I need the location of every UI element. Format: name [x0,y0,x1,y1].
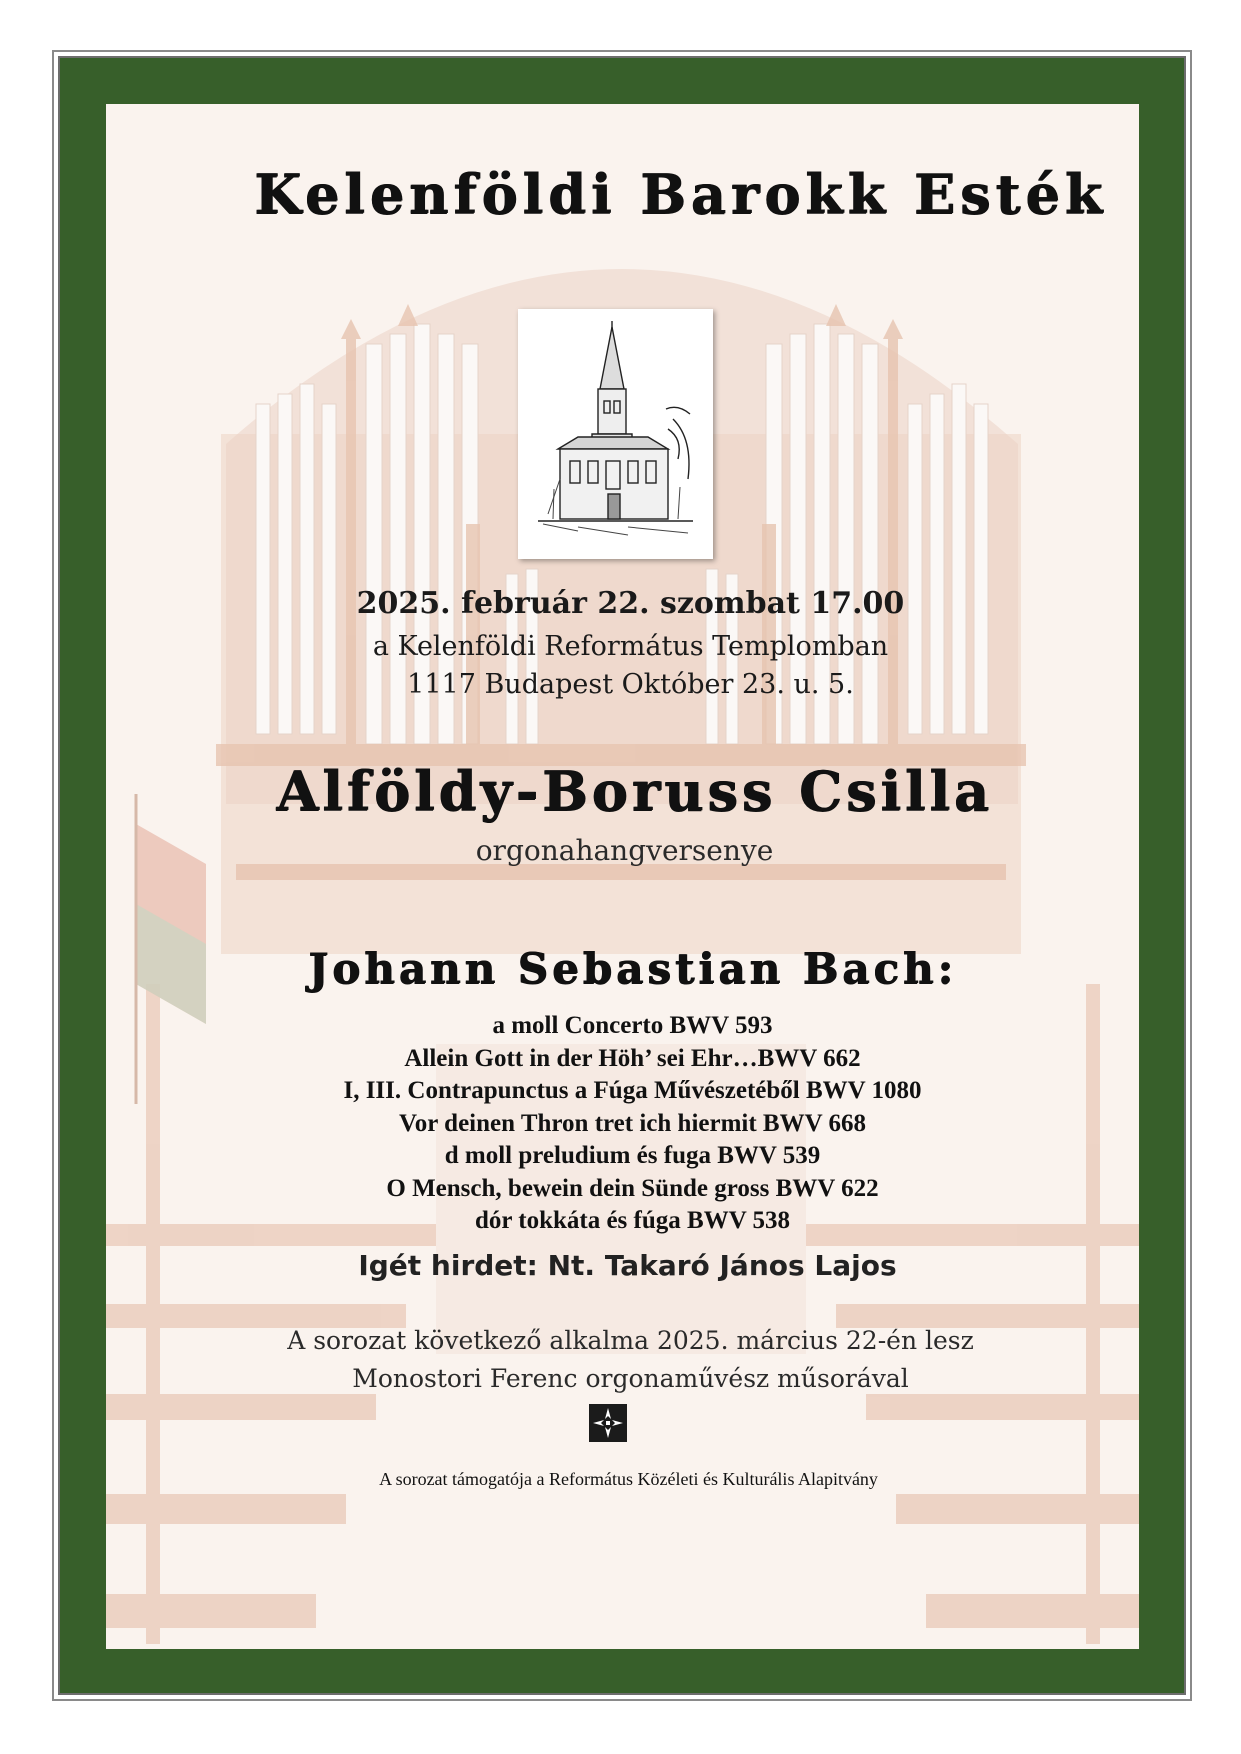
program-item: Allein Gott in der Höh’ sei Ehr…BWV 662 [404,1044,861,1072]
program-item: Vor deinen Thron tret ich hiermit BWV 668 [399,1109,866,1137]
preacher: Igét hirdet: Nt. Takaró János Lajos [358,1249,897,1282]
program-item: a moll Concerto BWV 593 [492,1012,773,1039]
next-event-date: A sorozat következő alkalma 2025. március 22-én lesz [287,1326,974,1355]
venue: a Kelenföldi Református Templomban [372,631,889,662]
next-event-performer: Monostori Ferenc orgonaművész műsorával [352,1364,909,1393]
performer-name: Alföldy-Boruss Csilla [276,759,993,823]
series-title: Kelenföldi Barokk Esték [253,162,1108,226]
program-item: d moll preludium és fuga BWV 539 [444,1142,821,1169]
poster-frame [58,56,1186,1695]
poster-content [106,104,1139,1649]
program-item: dór tokkáta és fúga BWV 538 [474,1207,791,1234]
program-item: I, III. Contrapunctus a Fúga Művészetéből BWV 1080 [343,1077,922,1104]
sponsor-note: A sorozat támogatója a Református Közéleti és Kulturális Alapitvány [379,1469,878,1489]
date-time: 2025. február 22. szombat 17.00 [356,586,905,621]
composer-name: Johann Sebastian Bach: [308,944,957,993]
program-list [116,1010,1139,1238]
address: 1117 Budapest Október 23. u. 5. [407,669,854,700]
church-sketch-icon [518,309,713,559]
poster-paper [106,104,1139,1649]
program-item: O Mensch, bewein dein Sünde gross BWV 622 [386,1174,879,1202]
performance-type: orgonahangversenye [475,834,774,867]
reformed-foundation-logo-icon [589,1404,627,1442]
